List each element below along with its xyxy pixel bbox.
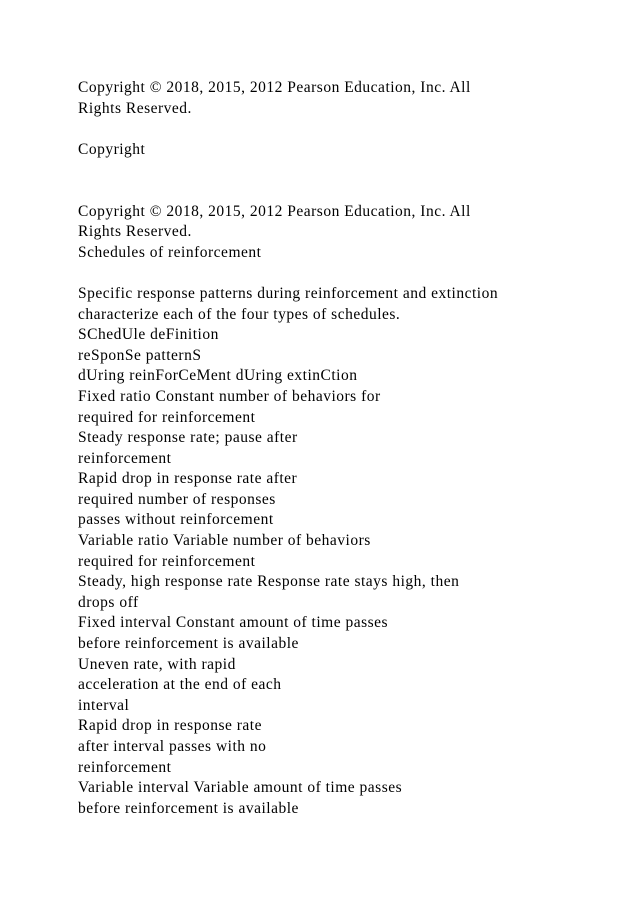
text-line: required for reinforcement	[78, 552, 256, 570]
text-line: Copyright © 2018, 2015, 2012 Pearson Education, Inc. All	[78, 79, 471, 96]
text-line: before reinforcement is available	[78, 799, 299, 817]
copyright-heading	[78, 140, 618, 161]
text-line: Steady response rate; pause after	[78, 429, 298, 447]
paragraph-gap	[78, 263, 618, 284]
text-line: Fixed ratio Constant number of behaviors for	[78, 387, 381, 405]
text-line: Variable ratio Variable number of behaviors	[78, 532, 371, 550]
text-line: Rapid drop in response rate	[78, 717, 262, 735]
text-line: Variable interval Variable amount of time passes	[78, 779, 403, 797]
text-line: Rights Reserved.	[78, 99, 192, 117]
text-line: SChedUle deFinition	[78, 326, 219, 344]
text-line: acceleration at the end of each	[78, 676, 282, 694]
text-line: Rights Reserved.	[78, 223, 192, 241]
paragraph-gap	[78, 160, 618, 201]
copyright-notice-1	[78, 78, 618, 119]
text-line: dUring reinForCeMent dUring extinCtion	[78, 367, 358, 385]
text-line: before reinforcement is available	[78, 635, 299, 653]
text-line: Fixed interval Constant amount of time passes	[78, 614, 389, 632]
paragraph-gap	[78, 119, 618, 140]
section-title: Schedules of reinforcement	[78, 243, 262, 261]
text-line: reinforcement	[78, 449, 172, 467]
text-line: passes without reinforcement	[78, 511, 274, 529]
text-line: required for reinforcement	[78, 408, 256, 426]
text-line: reSponSe patternS	[78, 346, 202, 364]
text-line: Uneven rate, with rapid	[78, 655, 236, 673]
text-line: Steady, high response rate Response rate stays high, then	[78, 573, 460, 591]
text-line: characterize each of the four types of schedules.	[78, 305, 401, 323]
copyright-notice-2	[78, 202, 618, 264]
text-line: Specific response patterns during reinforcement and extinction	[78, 284, 499, 302]
text-line: reinforcement	[78, 758, 172, 776]
document-page	[78, 78, 618, 819]
text-line: Rapid drop in response rate after	[78, 470, 298, 488]
text-line: drops off	[78, 593, 139, 611]
text-line: interval	[78, 696, 130, 714]
schedule-table-text	[78, 284, 618, 819]
text-line: Copyright © 2018, 2015, 2012 Pearson Education, Inc. All	[78, 202, 471, 220]
text-line: Copyright	[78, 140, 146, 158]
text-line: after interval passes with no	[78, 738, 267, 755]
text-line: required number of responses	[78, 490, 276, 508]
